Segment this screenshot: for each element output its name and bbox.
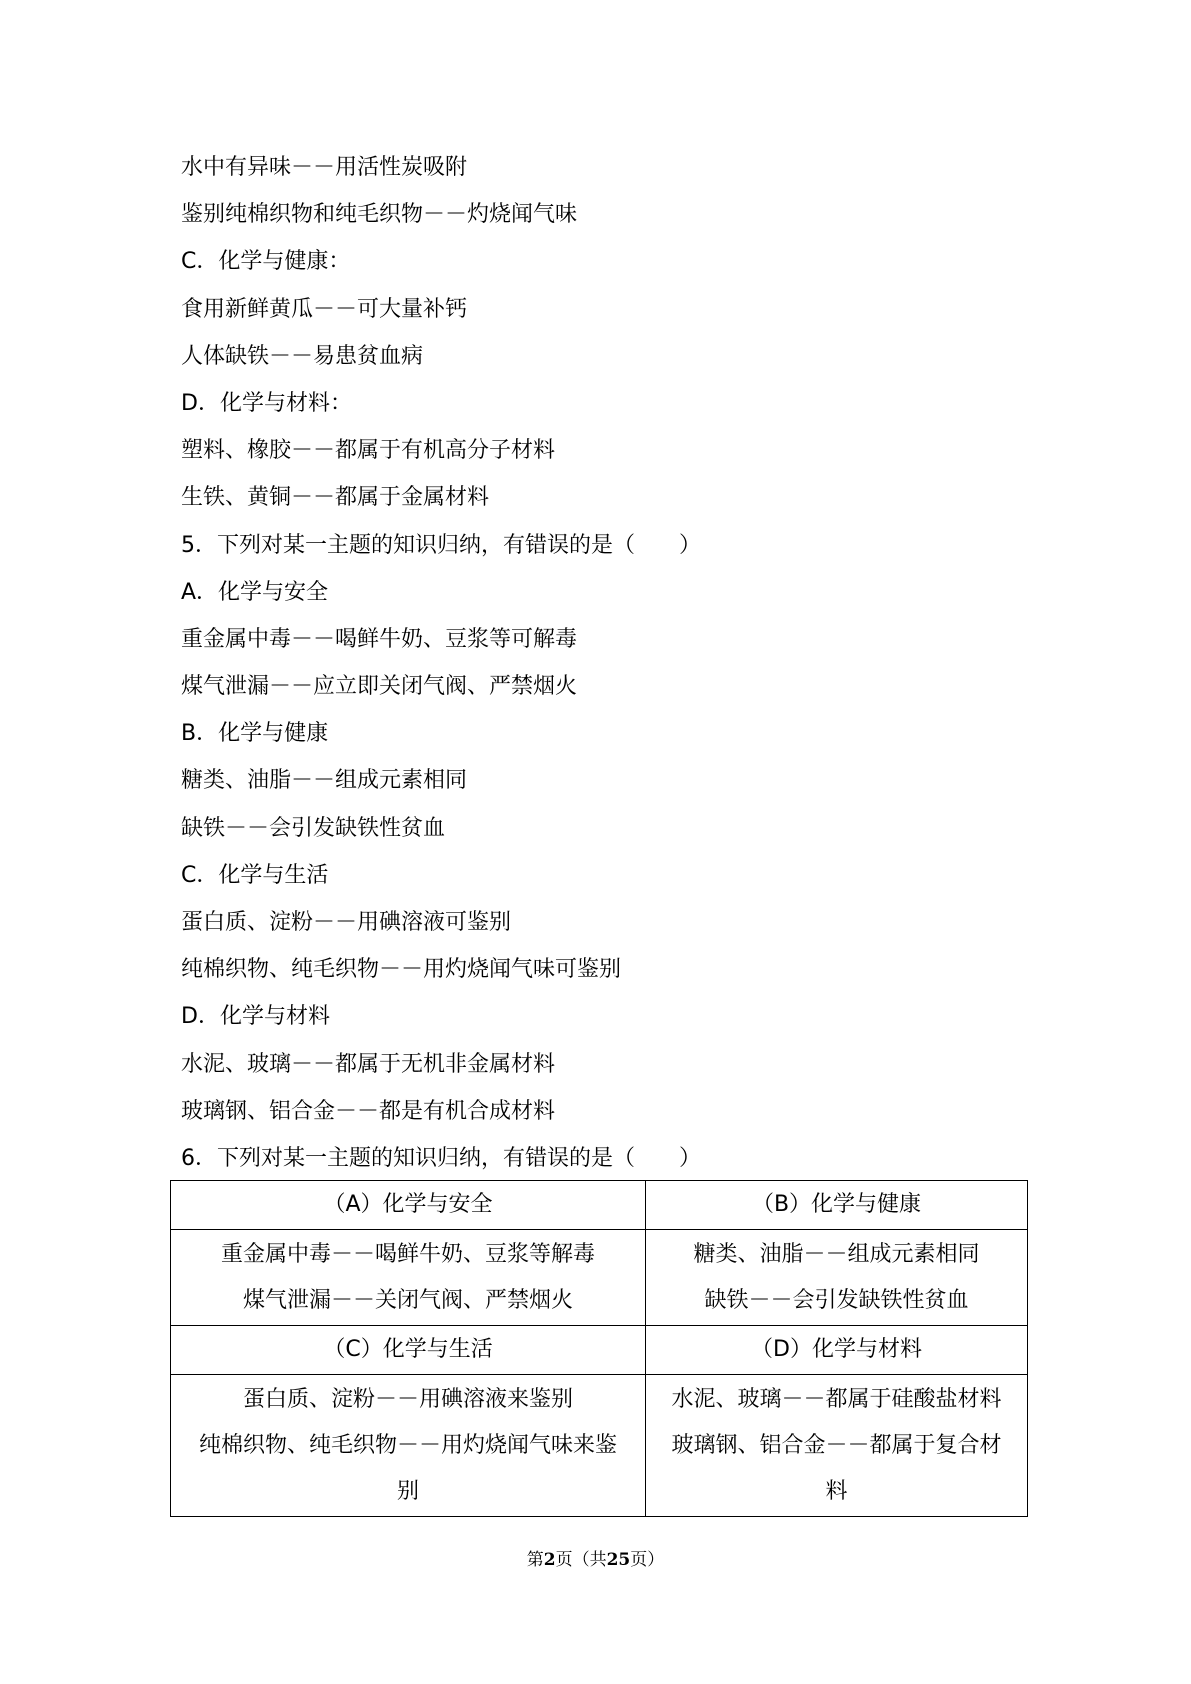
text-line: 食用新鲜黄瓜－－可大量补钙 — [181, 296, 468, 322]
text-line: 玻璃钢、铝合金－－都是有机合成材料 — [181, 1098, 556, 1124]
page-total: 25 — [606, 1550, 631, 1570]
footer-suffix: 页） — [630, 1550, 665, 1570]
text-line: 塑料、橡胶－－都属于有机高分子材料 — [181, 438, 556, 464]
cell-line: 煤气泄漏－－关闭气阀、严禁烟火 — [243, 1287, 574, 1313]
cell-line: 蛋白质、淀粉－－用碘溶液来鉴别 — [243, 1386, 574, 1412]
table-cell-a — [171, 1230, 646, 1326]
cell-line: 玻璃钢、铝合金－－都属于复合材 — [671, 1432, 1002, 1458]
question-text — [181, 144, 1051, 1182]
option-heading: D．化学与材料： — [181, 390, 352, 416]
text-line: 水中有异味－－用活性炭吸附 — [181, 155, 468, 180]
table-cell-d — [646, 1375, 1028, 1517]
option-heading: C．化学与健康： — [181, 249, 351, 275]
table-header-a: （A）化学与安全 — [171, 1181, 646, 1230]
text-line: 水泥、玻璃－－都属于无机非金属材料 — [181, 1051, 556, 1077]
option-heading: A．化学与安全 — [181, 579, 329, 605]
page-footer — [0, 1545, 1191, 1570]
footer-middle: 页（共 — [555, 1550, 607, 1570]
table-cell-c — [171, 1375, 646, 1517]
table-header-b: （B）化学与健康 — [646, 1181, 1028, 1230]
text-line: 糖类、油脂－－组成元素相同 — [181, 768, 468, 794]
footer-prefix: 第 — [526, 1550, 544, 1570]
cell-line: 料 — [825, 1478, 848, 1504]
cell-line: 缺铁－－会引发缺铁性贫血 — [704, 1287, 969, 1313]
cell-line: 糖类、油脂－－组成元素相同 — [693, 1241, 980, 1267]
cell-line: 重金属中毒－－喝鲜牛奶、豆浆等解毒 — [221, 1241, 596, 1267]
option-heading: B．化学与健康 — [181, 721, 329, 747]
cell-line: 纯棉织物、纯毛织物－－用灼烧闻气味来鉴 — [199, 1432, 618, 1458]
question-5-stem: 5．下列对某一主题的知识归纳，有错误的是（ ） — [181, 532, 701, 558]
text-line: 缺铁－－会引发缺铁性贫血 — [181, 815, 446, 841]
option-heading: C．化学与生活 — [181, 862, 329, 888]
question-6-stem: 6．下列对某一主题的知识归纳，有错误的是（ ） — [181, 1145, 701, 1171]
text-line: 鉴别纯棉织物和纯毛织物－－灼烧闻气味 — [181, 202, 578, 228]
text-line: 纯棉织物、纯毛织物－－用灼烧闻气味可鉴别 — [181, 957, 622, 983]
cell-line: 水泥、玻璃－－都属于硅酸盐材料 — [671, 1386, 1002, 1412]
text-line: 生铁、黄铜－－都属于金属材料 — [181, 485, 490, 511]
page-number: 2 — [543, 1550, 556, 1570]
text-line: 人体缺铁－－易患贫血病 — [181, 343, 424, 369]
table-cell-b — [646, 1230, 1028, 1326]
option-heading: D．化学与材料 — [181, 1004, 330, 1030]
cell-line: 别 — [397, 1478, 420, 1504]
text-line: 蛋白质、淀粉－－用碘溶液可鉴别 — [181, 910, 512, 935]
table-header-c: （C）化学与生活 — [171, 1326, 646, 1375]
text-line: 重金属中毒－－喝鲜牛奶、豆浆等可解毒 — [181, 626, 578, 652]
table-header-d: （D）化学与材料 — [646, 1326, 1028, 1375]
text-line: 煤气泄漏－－应立即关闭气阀、严禁烟火 — [181, 674, 578, 700]
question-6-table — [170, 1180, 1028, 1517]
